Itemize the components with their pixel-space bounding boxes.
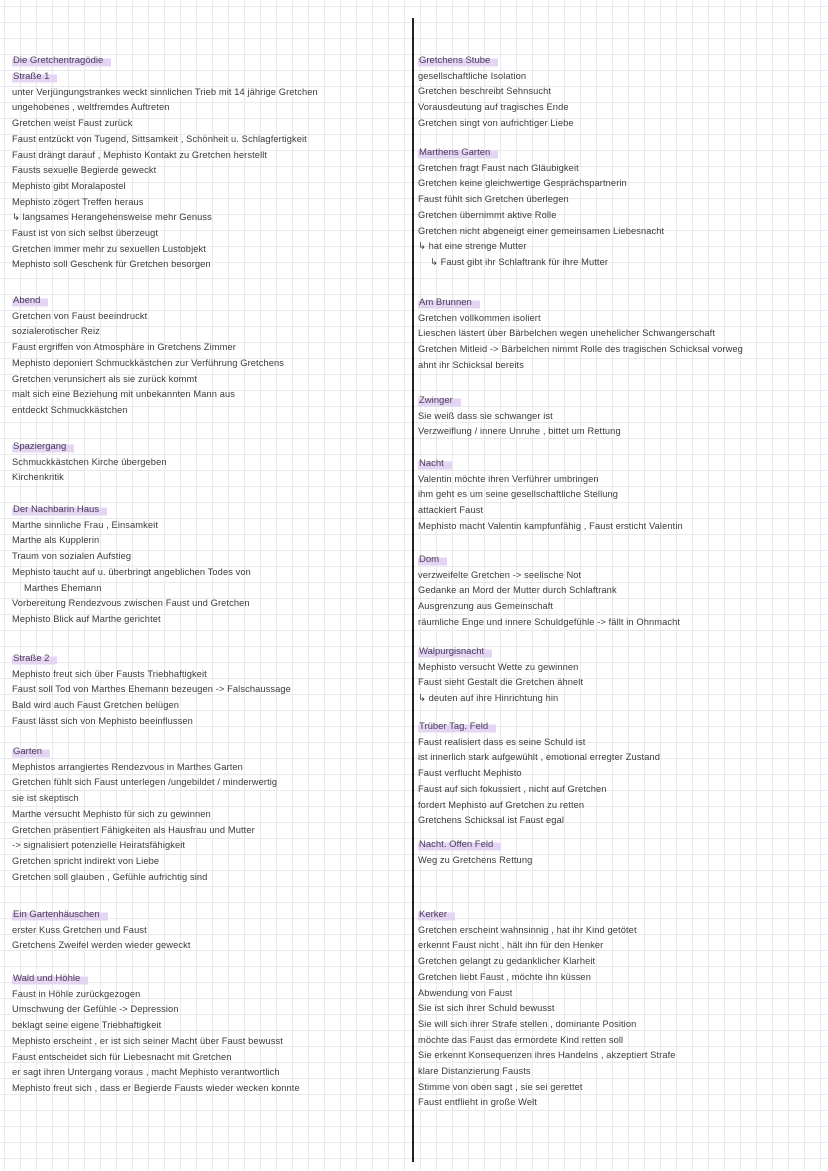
note-line: Marthes Ehemann bbox=[24, 582, 102, 593]
note-line: Gretchen Mitleid -> Bärbelchen nimmt Rolle des tragischen Schicksal vorweg bbox=[418, 344, 743, 355]
note-line: Mephisto macht Valentin kampfunfähig , Faust ersticht Valentin bbox=[418, 520, 683, 531]
note-line: Fausts sexuelle Begierde geweckt bbox=[12, 165, 157, 176]
note-line: Valentin möchte ihren Verführer umbringen bbox=[418, 473, 599, 484]
note-line: Gretchen gelangt zu gedanklicher Klarheit bbox=[418, 956, 596, 967]
note-line: Mephisto soll Geschenk für Gretchen besorgen bbox=[12, 259, 211, 270]
note-line: unter Verjüngungstrankes weckt sinnlichen Trieb mit 14 jährige Gretchen bbox=[12, 86, 318, 97]
note-line: Gretchen singt von aufrichtiger Liebe bbox=[418, 117, 574, 128]
note-line: -> signalisiert potenzielle Heiratsfähigkeit bbox=[12, 840, 186, 851]
note-line: Gretchen immer mehr zu sexuellen Lustobjekt bbox=[12, 243, 206, 254]
note-line: Umschwung der Gefühle -> Depression bbox=[12, 1004, 179, 1015]
note-line: erster Kuss Gretchen und Faust bbox=[12, 924, 147, 935]
note-line: Gretchen soll glauben , Gefühle aufrichtig sind bbox=[12, 871, 208, 882]
note-line: Gretchen vollkommen isoliert bbox=[418, 312, 541, 323]
note-line: Bald wird auch Faust Gretchen belügen bbox=[12, 700, 180, 711]
section-heading: Kerker bbox=[418, 907, 455, 923]
section-heading: Der Nachbarin Haus bbox=[12, 502, 107, 518]
note-line: attackiert Faust bbox=[418, 505, 484, 516]
note-line: Faust lässt sich von Mephisto beeinflussen bbox=[12, 715, 193, 726]
section-heading: Spaziergang bbox=[12, 439, 74, 455]
column-divider bbox=[412, 18, 414, 1162]
note-line: Faust in Höhle zurückgezogen bbox=[12, 988, 141, 999]
section-heading: Straße 2 bbox=[12, 651, 57, 667]
note-line: Faust entflieht in große Welt bbox=[418, 1097, 537, 1108]
note-line: gesellschaftliche Isolation bbox=[418, 70, 527, 81]
note-line: Faust entscheidet sich für Liebesnacht mit Gretchen bbox=[12, 1051, 232, 1062]
section-left-3 bbox=[12, 499, 412, 628]
note-line: ↳ Faust gibt ihr Schlaftrank für ihre Mutter bbox=[430, 256, 609, 267]
note-line: erkennt Faust nicht , hält ihn für den Henker bbox=[418, 940, 604, 951]
section-right-3 bbox=[418, 390, 818, 440]
note-line: Traum von sozialen Aufstieg bbox=[12, 551, 132, 562]
note-line: Faust entzückt von Tugend, Sittsamkeit , Schönheit u. Schlagfertigkeit bbox=[12, 133, 307, 144]
note-line: Faust ist von sich selbst überzeugt bbox=[12, 228, 159, 239]
section-right-4 bbox=[418, 453, 818, 535]
note-line: sie ist skeptisch bbox=[12, 793, 79, 804]
note-line: Sie erkennt Konsequenzen ihres Handelns , akzeptiert Strafe bbox=[418, 1050, 676, 1061]
note-line: Verzweiflung / innere Unruhe , bittet um Rettung bbox=[418, 426, 621, 437]
note-line: ↳ deuten auf ihre Hinrichtung hin bbox=[418, 693, 559, 704]
section-heading: Zwinger bbox=[418, 393, 461, 409]
section-left-7 bbox=[12, 968, 412, 1097]
note-line: Gretchen liebt Faust , möchte ihn küssen bbox=[418, 971, 591, 982]
section-heading: Nacht bbox=[418, 456, 452, 472]
note-line: Mephisto gibt Moralapostel bbox=[12, 180, 126, 191]
section-right-2 bbox=[418, 292, 818, 374]
section-heading: Nacht. Offen Feld bbox=[418, 837, 501, 853]
note-line: Gretchens Zweifel werden wieder geweckt bbox=[12, 940, 191, 951]
section-right-0 bbox=[418, 50, 818, 132]
note-line: entdeckt Schmuckkästchen bbox=[12, 404, 128, 415]
note-line: Gretchen beschreibt Sehnsucht bbox=[418, 86, 552, 97]
section-left-4 bbox=[12, 648, 412, 730]
note-line: Lieschen lästert über Bärbelchen wegen unehelicher Schwangerschaft bbox=[418, 328, 716, 339]
section-left-6 bbox=[12, 904, 412, 954]
section-heading: Straße 1 bbox=[12, 69, 57, 85]
note-line: Faust verflucht Mephisto bbox=[418, 768, 522, 779]
note-line: Gretchen weist Faust zurück bbox=[12, 118, 133, 129]
section-left-2 bbox=[12, 436, 412, 486]
note-line: ahnt ihr Schicksal bereits bbox=[418, 359, 524, 370]
note-line: Abwendung von Faust bbox=[418, 987, 513, 998]
note-line: Gretchen verunsichert als sie zurück kommt bbox=[12, 373, 198, 384]
note-line: Gretchen fragt Faust nach Gläubigkeit bbox=[418, 162, 579, 173]
note-line: Mephisto freut sich über Fausts Triebhaftigkeit bbox=[12, 668, 207, 679]
note-line: Mephisto versucht Wette zu gewinnen bbox=[418, 661, 579, 672]
document-title: Die Gretchentragödie bbox=[12, 53, 111, 69]
note-line: Faust ergriffen von Atmosphäre in Gretchens Zimmer bbox=[12, 342, 236, 353]
note-line: fordert Mephisto auf Gretchen zu retten bbox=[418, 799, 585, 810]
note-line: beklagt seine eigene Triebhaftigkeit bbox=[12, 1020, 162, 1031]
note-line: Stimme von oben sagt , sie sei gerettet bbox=[418, 1081, 583, 1092]
section-heading: Garten bbox=[12, 744, 50, 760]
note-line: räumliche Enge und innere Schuldgefühle -> fällt in Ohnmacht bbox=[418, 616, 681, 627]
note-line: Gedanke an Mord der Mutter durch Schlaftrank bbox=[418, 585, 617, 596]
note-line: Marthe versucht Mephisto für sich zu gewinnen bbox=[12, 808, 211, 819]
note-line: möchte das Faust das ermordete Kind retten soll bbox=[418, 1034, 624, 1045]
note-line: Marthe als Kupplerin bbox=[12, 535, 100, 546]
note-line: ungehobenes , weltfremdes Auftreten bbox=[12, 102, 170, 113]
section-right-7 bbox=[418, 716, 818, 829]
note-line: Marthe sinnliche Frau , Einsamkeit bbox=[12, 519, 159, 530]
section-left-1 bbox=[12, 290, 412, 419]
note-line: malt sich eine Beziehung mit unbekannten Mann aus bbox=[12, 389, 235, 400]
note-line: sozialerotischer Reiz bbox=[12, 326, 100, 337]
note-line: Vorausdeutung auf tragisches Ende bbox=[418, 102, 569, 113]
note-line: Gretchen keine gleichwertige Gesprächspartnerin bbox=[418, 178, 627, 189]
note-line: Faust soll Tod von Marthes Ehemann bezeugen -> Falschaussage bbox=[12, 684, 291, 695]
section-left-0 bbox=[12, 66, 412, 273]
section-right-6 bbox=[418, 641, 818, 707]
note-line: Mephisto erscheint , er ist sich seiner Macht über Faust bewusst bbox=[12, 1035, 283, 1046]
note-line: Ausgrenzung aus Gemeinschaft bbox=[418, 601, 554, 612]
section-right-1 bbox=[418, 142, 818, 271]
note-line: Faust auf sich fokussiert , nicht auf Gretchen bbox=[418, 783, 607, 794]
section-heading: Marthens Garten bbox=[418, 145, 498, 161]
note-line: Faust realisiert dass es seine Schuld ist bbox=[418, 736, 586, 747]
note-line: Kirchenkritik bbox=[12, 472, 64, 483]
section-right-9 bbox=[418, 904, 818, 1111]
note-line: klare Distanzierung Fausts bbox=[418, 1066, 531, 1077]
section-heading: Trüber Tag. Feld bbox=[418, 719, 496, 735]
note-line: Faust drängt darauf , Mephisto Kontakt zu Gretchen herstellt bbox=[12, 149, 268, 160]
note-line: ↳ hat eine strenge Mutter bbox=[418, 241, 527, 252]
section-heading: Abend bbox=[12, 293, 48, 309]
note-line: Mephistos arrangiertes Rendezvous in Marthes Garten bbox=[12, 761, 243, 772]
note-line: Mephisto zögert Treffen heraus bbox=[12, 196, 144, 207]
section-left-5 bbox=[12, 741, 412, 885]
note-line: Gretchen nicht abgeneigt einer gemeinsamen Liebesnacht bbox=[418, 225, 665, 236]
section-right-8 bbox=[418, 834, 818, 868]
section-right-5 bbox=[418, 549, 818, 631]
section-heading: Gretchens Stube bbox=[418, 53, 498, 69]
section-heading: Walpurgisnacht bbox=[418, 644, 492, 660]
note-line: Mephisto deponiert Schmuckkästchen zur Verführung Gretchens bbox=[12, 357, 285, 368]
note-line: ihm geht es um seine gesellschaftliche Stellung bbox=[418, 489, 619, 500]
section-heading: Dom bbox=[418, 552, 447, 568]
note-line: Gretchen übernimmt aktive Rolle bbox=[418, 209, 557, 220]
note-line: er sagt ihren Untergang voraus , macht Mephisto verantwortlich bbox=[12, 1067, 280, 1078]
note-line: Gretchen spricht indirekt von Liebe bbox=[12, 855, 160, 866]
note-line: Faust fühlt sich Gretchen überlegen bbox=[418, 194, 569, 205]
note-line: Mephisto Blick auf Marthe gerichtet bbox=[12, 613, 161, 624]
note-line: Sie weiß dass sie schwanger ist bbox=[418, 410, 553, 421]
note-line: ist innerlich stark aufgewühlt , emotional erregter Zustand bbox=[418, 752, 661, 763]
note-line: Mephisto freut sich , dass er Begierde Fausts wieder wecken konnte bbox=[12, 1082, 300, 1093]
note-line: ↳ langsames Herangehensweise mehr Genuss bbox=[12, 212, 212, 223]
section-heading: Am Brunnen bbox=[418, 295, 480, 311]
note-line: Schmuckkästchen Kirche übergeben bbox=[12, 456, 167, 467]
note-line: Gretchen von Faust beeindruckt bbox=[12, 310, 148, 321]
note-line: Vorbereitung Rendezvous zwischen Faust und Gretchen bbox=[12, 598, 250, 609]
note-line: Weg zu Gretchens Rettung bbox=[418, 854, 533, 865]
section-heading: Wald und Höhle bbox=[12, 971, 88, 987]
note-line: Gretchen präsentiert Fähigkeiten als Hausfrau und Mutter bbox=[12, 824, 255, 835]
note-line: Faust sieht Gestalt die Gretchen ähnelt bbox=[418, 677, 584, 688]
note-line: Gretchen fühlt sich Faust unterlegen /ungebildet / minderwertig bbox=[12, 777, 278, 788]
note-line: Sie ist sich ihrer Schuld bewusst bbox=[418, 1003, 555, 1014]
note-line: Gretchens Schicksal ist Faust egal bbox=[418, 815, 565, 826]
note-line: Mephisto taucht auf u. überbringt angeblichen Todes von bbox=[12, 566, 251, 577]
note-line: Gretchen erscheint wahnsinnig , hat ihr Kind getötet bbox=[418, 924, 637, 935]
section-heading: Ein Gartenhäuschen bbox=[12, 907, 108, 923]
note-line: verzweifelte Gretchen -> seelische Not bbox=[418, 569, 582, 580]
note-line: Sie will sich ihrer Strafe stellen , dominante Position bbox=[418, 1018, 637, 1029]
